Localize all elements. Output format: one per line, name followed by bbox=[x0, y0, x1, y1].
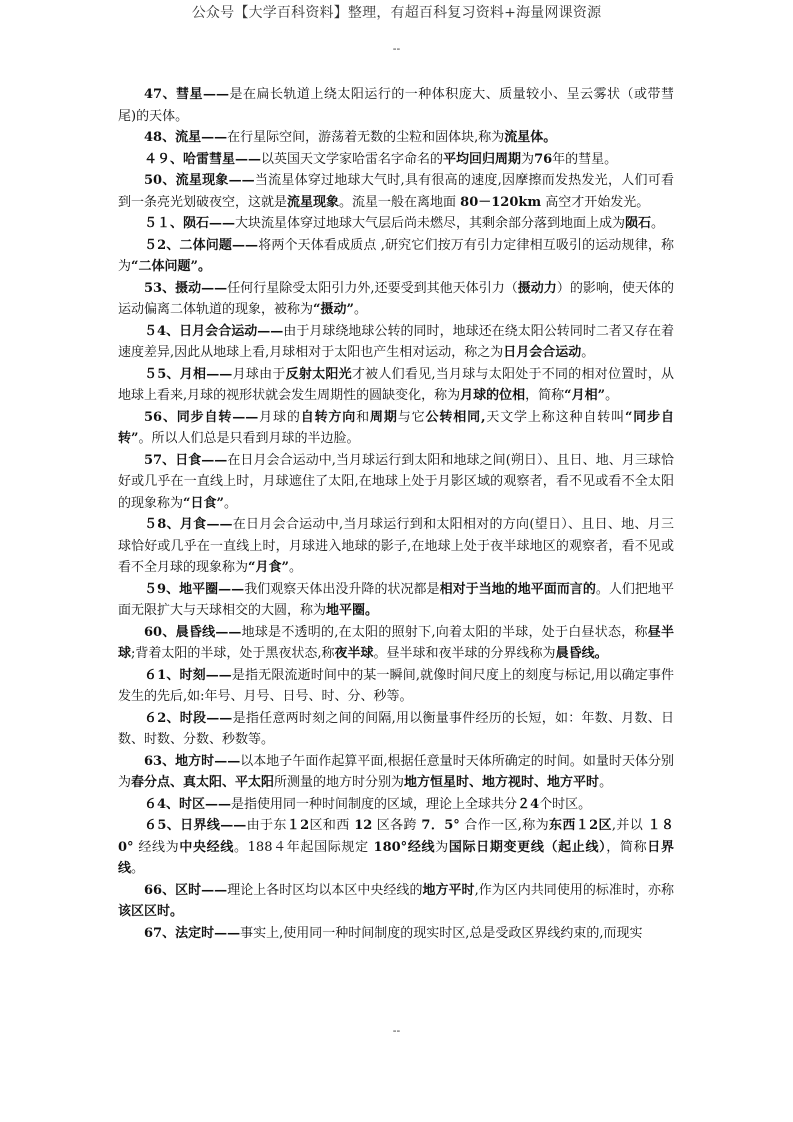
glossary-entry-64 bbox=[118, 794, 674, 816]
bold-term: ５１、陨石—— bbox=[144, 216, 236, 231]
glossary-entry-56 bbox=[118, 407, 674, 450]
bold-term: 63、地方时—— bbox=[144, 753, 241, 769]
bold-term: ５5、月相—— bbox=[144, 366, 233, 382]
entry-text: ,作为区内共同使用的标准时，亦称 bbox=[474, 882, 674, 898]
entry-text: 在行星际空间，游荡着无数的尘粒和固体块,称为 bbox=[227, 130, 505, 145]
entry-text: 。人们把地平面无限扩大与天球相交的大圆，称为 bbox=[118, 581, 674, 618]
bold-term: 12 bbox=[354, 818, 373, 833]
entry-text: 。188４年起国际规定 bbox=[233, 839, 374, 855]
entry-text: 和 bbox=[356, 409, 371, 425]
entry-text: 区和西 bbox=[309, 818, 355, 833]
entry-text: 理论上各时区均以本区中央经线的 bbox=[227, 882, 423, 898]
entry-text: 才被人们看见,当月球与太阳处于不同的相对位置时，从地球上看来,月球的视形状就会发生周期性的圆缺变化，称为 bbox=[118, 366, 674, 403]
glossary-entry-53 bbox=[118, 278, 674, 321]
entry-text: ，简称 bbox=[606, 839, 648, 855]
bold-term: 48、流星—— bbox=[144, 130, 228, 145]
bold-term: 该区区时。 bbox=[118, 904, 184, 919]
bold-term: 53、摄动—— bbox=[144, 280, 228, 296]
glossary-entry-48 bbox=[118, 127, 674, 149]
bold-term: １2 bbox=[286, 818, 310, 833]
entry-text: 事实上,使用同一种时间制度的现实时区,总是受政区界线约束的,而现实 bbox=[240, 925, 643, 941]
bold-term: 47、彗星—— bbox=[144, 87, 230, 102]
bold-term: 地方平时 bbox=[422, 882, 475, 898]
bold-term: ５2、二体问题—— bbox=[144, 237, 259, 253]
bold-term: 公转相同, bbox=[425, 409, 486, 425]
entry-text: 是指任意两时刻之间的间隔,用以衡量事件经历的长短，如：年数、月数、日数、时数、分数、秒数等。 bbox=[118, 710, 674, 747]
entry-text: 年的彗星。 bbox=[552, 151, 618, 167]
entry-text: 与它 bbox=[397, 409, 426, 425]
bold-term: 80－120km bbox=[460, 194, 542, 210]
bold-term: 晨昏线。 bbox=[555, 646, 608, 661]
bold-term: 日月会合运动 bbox=[503, 345, 582, 360]
bold-term: 昼半球 bbox=[118, 624, 674, 661]
entry-text: 。 bbox=[288, 560, 302, 575]
bold-term: 自转方向 bbox=[300, 409, 357, 425]
entry-text: 以本地子午面作起算平面,根据任意量时天体所确定的时间。如量时天体分别为 bbox=[118, 753, 675, 790]
entry-text: ，简称 bbox=[525, 388, 565, 403]
entry-text: 是在扁长轨道上绕太阳运行的一种体积庞大、质量较小、呈云雾状（或带彗尾)的天体。 bbox=[118, 87, 674, 124]
glossary-entry-60 bbox=[118, 622, 674, 665]
entry-text: 合作一区,称为 bbox=[459, 818, 549, 833]
entry-text: ;背着太阳的半球，处于黑夜状态,称 bbox=[131, 646, 335, 661]
bold-term: 国际日期变更线（起止线） bbox=[448, 839, 607, 855]
entry-text: 天文学上称这种自转叫 bbox=[485, 409, 625, 425]
entry-text: 。 bbox=[223, 495, 237, 511]
entry-text: 地球是不透明的,在太阳的照射下,向着太阳的半球，处于白昼状态，称 bbox=[241, 624, 648, 640]
bold-term: 月球的位相 bbox=[460, 388, 526, 403]
bold-term: ２4 bbox=[517, 796, 540, 812]
bottom-marker: -- bbox=[392, 1024, 401, 1037]
bold-term: 周期 bbox=[370, 409, 398, 425]
bold-term: １８0° bbox=[118, 818, 675, 855]
bold-term: 平均回归周期 bbox=[443, 151, 522, 167]
glossary-entry-58 bbox=[118, 514, 674, 579]
bold-term: 76 bbox=[534, 151, 553, 167]
bold-term: 夜半球 bbox=[334, 646, 374, 661]
entry-text: 为 bbox=[435, 839, 449, 855]
entry-text: 是指使用同一种时间制度的区域，理论上全球共分 bbox=[231, 796, 518, 812]
entry-text: 大块流星体穿过地球大气层后尚未燃尽，其剩余部分落到地面上成为 bbox=[235, 216, 626, 231]
entry-text: 任何行星除受太阳引力外,还要受到其他天体引力（ bbox=[227, 280, 518, 296]
bold-term: ５8、月食—— bbox=[144, 517, 233, 532]
glossary-entry-50 bbox=[118, 170, 674, 213]
bold-term: 地方恒星时、地方视时、地方平时 bbox=[404, 775, 600, 790]
bold-term: 日界线 bbox=[118, 839, 674, 876]
glossary-entry-59 bbox=[118, 579, 674, 622]
entry-text: 由于月球绕地球公转的同时，地球还在绕太阳公转同时二者又存在着速度差异,因此从地球上看,月球相对于太阳也产生相对运动，称之为 bbox=[118, 323, 674, 360]
entry-text: 。流星一般在离地面 bbox=[339, 194, 461, 210]
entry-text: 。 bbox=[605, 388, 619, 403]
bold-term: 中央经线 bbox=[179, 839, 234, 855]
bold-term: 66、区时—— bbox=[144, 882, 228, 898]
bold-term: 流星体。 bbox=[504, 130, 557, 145]
bold-term: ６5、日界线—— bbox=[144, 818, 247, 833]
bold-term: “摄动” bbox=[313, 302, 354, 317]
bold-term: ６4、时区—— bbox=[144, 796, 232, 812]
glossary-entry-61 bbox=[118, 665, 674, 708]
bold-term: 60、晨昏线—— bbox=[144, 624, 242, 640]
entry-text: 。 bbox=[353, 302, 367, 317]
bold-term: 反射太阳光 bbox=[285, 366, 352, 382]
bold-term: 7．5° bbox=[421, 818, 460, 833]
bold-term: “二体问题”。 bbox=[131, 259, 211, 274]
entry-text: 。 bbox=[651, 216, 665, 231]
entry-text: 是指无限流逝时间中的某一瞬间,就像时间尺度上的刻度与标记,用以确定事件发生的先后,如:年号、月号、日号、时、分、秒等。 bbox=[118, 667, 675, 704]
entry-text: 我们观察天体出没升降的状况都是 bbox=[244, 581, 440, 597]
entry-text: 。 bbox=[599, 775, 613, 790]
entry-text: 。所以人们总是只看到月球的半边脸。 bbox=[138, 431, 360, 446]
glossary-entry-55 bbox=[118, 364, 674, 407]
top-marker: -- bbox=[392, 42, 401, 55]
bold-term: 57、日食—— bbox=[144, 452, 228, 468]
glossary-entry-52 bbox=[118, 235, 674, 278]
bold-term: 陨石 bbox=[625, 216, 652, 231]
bold-term: 50、流星现象—— bbox=[144, 173, 255, 188]
bold-term: “日食” bbox=[183, 495, 224, 511]
entry-text: 将两个天体看成质点 ,研究它们按万有引力定律相互吸引的运动规律，称为 bbox=[118, 237, 675, 274]
entry-text: 由于东 bbox=[246, 818, 287, 833]
bold-term: 流星现象 bbox=[287, 194, 340, 210]
bold-term: 东西１2区 bbox=[548, 818, 612, 833]
bold-term: “同步自转” bbox=[118, 409, 674, 446]
bold-term: 地平圈。 bbox=[326, 603, 379, 618]
entry-text: ）的影响，使天体的运动偏离二体轨道的现象，被称为 bbox=[118, 280, 674, 317]
entry-text: 高空才开始发光。 bbox=[541, 194, 650, 210]
bold-term: 春分点、真太阳、平太阳 bbox=[131, 775, 275, 790]
entry-text: 个时区。 bbox=[539, 796, 592, 812]
bold-term: “月食” bbox=[248, 560, 289, 575]
bold-term: ４９、哈雷彗星—— bbox=[144, 151, 262, 167]
bold-term: 56、同步自转—— bbox=[144, 409, 259, 425]
bold-term: ５9、地平圈—— bbox=[144, 581, 245, 597]
glossary-entries bbox=[118, 84, 674, 944]
glossary-entry-66 bbox=[118, 880, 674, 923]
bold-term: ６2、时段—— bbox=[144, 710, 233, 726]
bold-term: 180°经线 bbox=[373, 839, 436, 855]
bold-term: ５4、日月会合运动—— bbox=[144, 323, 284, 339]
glossary-entry-63 bbox=[118, 751, 674, 794]
entry-text: 当流星体穿过地球大气时,具有很高的速度,因摩擦而发热发光，人们可看到一条亮光划破夜空，这就是 bbox=[118, 173, 675, 210]
glossary-entry-51 bbox=[118, 213, 674, 235]
bold-term: 相对于当地的地平面而言的 bbox=[439, 581, 596, 597]
glossary-entry-57 bbox=[118, 450, 674, 515]
entry-text: 所测量的地方时分别为 bbox=[274, 775, 405, 790]
bold-term: 67、法定时—— bbox=[144, 925, 241, 941]
entry-text: 。 bbox=[581, 345, 595, 360]
glossary-entry-49 bbox=[118, 149, 674, 171]
entry-text: 经线为 bbox=[133, 839, 180, 855]
glossary-entry-47 bbox=[118, 84, 674, 127]
entry-text: ,并以 bbox=[611, 818, 648, 833]
bold-term: 摄动力 bbox=[517, 280, 557, 296]
page-header-source-line: 公众号【大学百科资料】整理，有超百科复习资料+海量网课资源 bbox=[191, 5, 602, 21]
entry-text: 区各跨 bbox=[372, 818, 422, 833]
entry-text: 为 bbox=[521, 151, 535, 167]
entry-text: 在日月会合运动中,当月球运行到和太阳相对的方向(望日）、且日、地、月三球恰好或几乎在一直线上时，月球进入地球的影子,在地球上处于夜半球地区的观察者，看不见或看不全月球的现象称为 bbox=[118, 517, 674, 575]
bold-term: ６1、时刻—— bbox=[144, 667, 232, 683]
entry-text: 。昼半球和夜半球的分界线称为 bbox=[373, 646, 556, 661]
entry-text: 以英国天文学家哈雷名字命名的 bbox=[261, 151, 444, 167]
glossary-entry-65 bbox=[118, 815, 674, 880]
entry-text: 月球的 bbox=[258, 409, 301, 425]
entry-text: 在日月会合运动中,当月球运行到太阳和地球之间(朔日）、且日、地、月三球恰好或几乎在一直线上时，月球遮住了太阳,在地球上处于月影区域的观察者，看不见或看不全太阳的现象称为 bbox=[118, 452, 674, 511]
glossary-entry-62 bbox=[118, 708, 674, 751]
glossary-entry-54 bbox=[118, 321, 674, 364]
bold-term: “月相” bbox=[564, 388, 606, 403]
entry-text: 月球由于 bbox=[232, 366, 286, 382]
glossary-entry-67 bbox=[118, 923, 674, 945]
entry-text: 。 bbox=[131, 861, 145, 876]
